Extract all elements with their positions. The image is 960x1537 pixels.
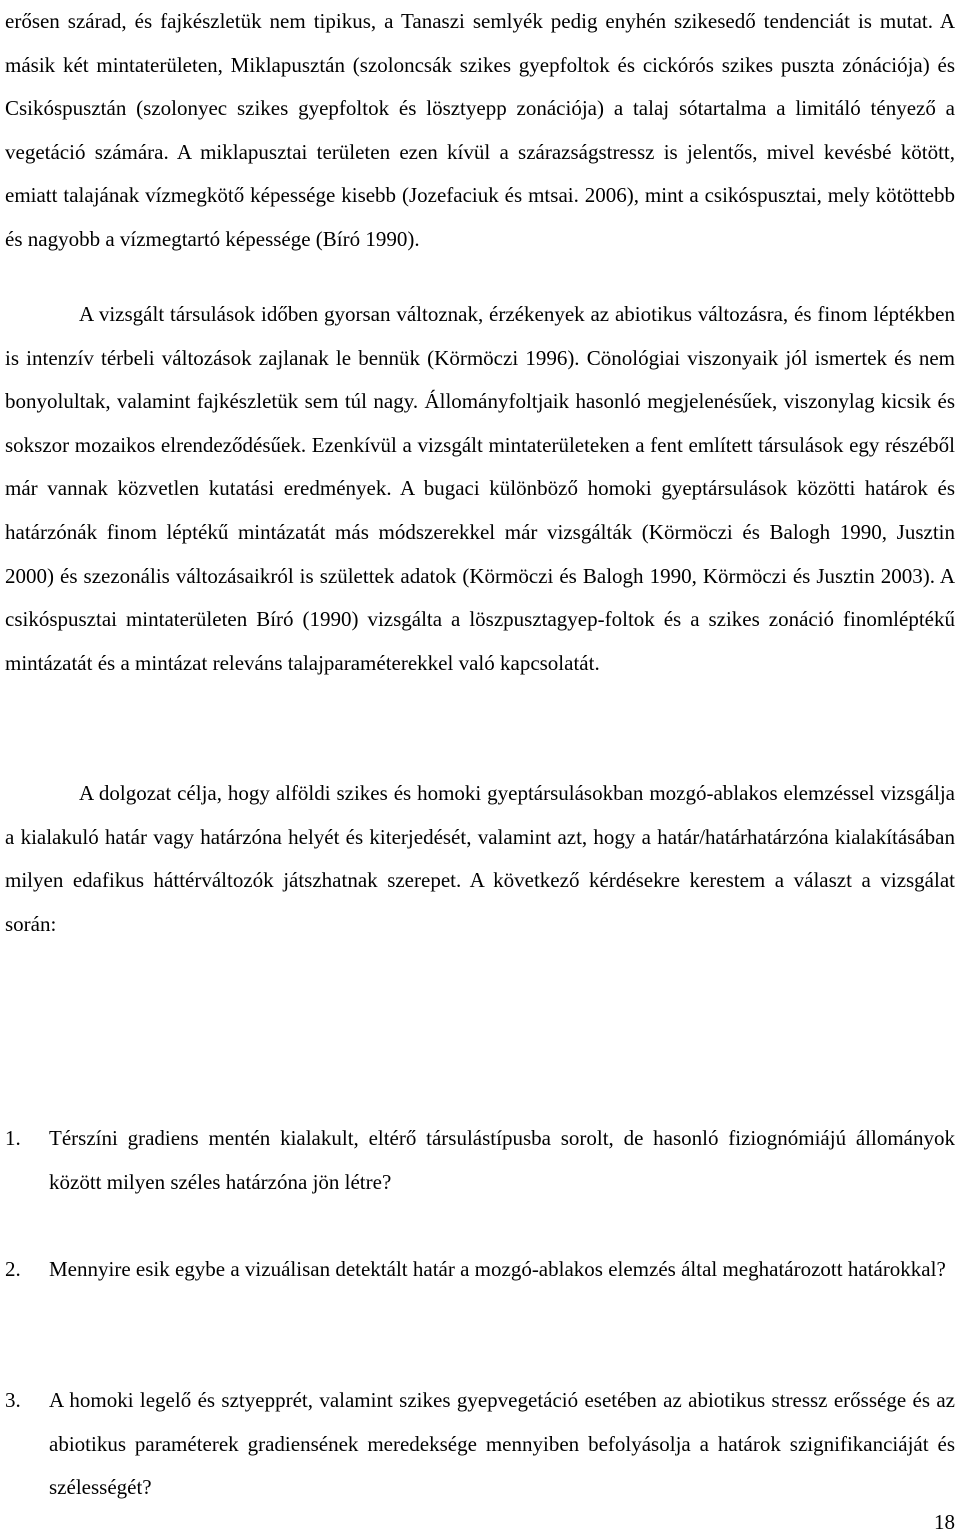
paragraph-aims: A dolgozat célja, hogy alföldi szikes és homoki gyeptársulásokban mozgó-ablakos elemzéssel vizsgálja a kialakuló határ vagy határzóna helyét és kiterjedését, valamint azt, hogy a határ/határhatárzóna kialakításában milyen edafikus háttérváltozók játszhatnak szerepet. A következő kérdésekre kerestem a választ a vizsgálat során: bbox=[5, 781, 955, 936]
list-item-text: A homoki legelő és sztyepprét, valamint szikes gyepvegetáció esetében az abiotikus stressz erőssége és az abiotikus paraméterek gradiensének meredeksége mennyiben befolyásolja a határok szignifikanciáját és szélességét? bbox=[49, 1388, 955, 1500]
list-item-text: Mennyire esik egybe a vizuálisan detektált határ a mozgó-ablakos elemzés által meghatározott határokkal? bbox=[49, 1257, 946, 1281]
list-item-number: 2. bbox=[5, 1257, 21, 1281]
list-item bbox=[5, 1248, 955, 1292]
paragraph-intro-continuation: erősen szárad, és fajkészletük nem tipikus, a Tanaszi semlyék pedig enyhén szikesedő tendenciát is mutat. A másik két mintaterületen, Miklapusztán (szoloncsák szikes gyepfoltok és cickórós szikes puszta zónációja) és Csikóspusztán (szolonyec szikes gyepfoltok és lösztyepp zonációja) a talaj sótartalma a limitáló tényező a vegetáció számára. A miklapusztai területen ezen kívül a szárazságstressz is jelentős, mivel kevésbé kötött, emiatt talajának vízmegkötő képessége kisebb (Jozefaciuk és mtsai. 2006), mint a csikóspusztai, mely kötöttebb és nagyobb a vízmegtartó képessége (Bíró 1990). bbox=[5, 9, 955, 251]
page-number: 18 bbox=[934, 1510, 955, 1534]
list-item-text: Térszíni gradiens mentén kialakult, eltérő társulástípusba sorolt, de hasonló fiziognómiájú állományok között milyen széles határzóna jön létre? bbox=[49, 1126, 955, 1194]
paragraph-community-characteristics: A vizsgált társulások időben gyorsan változnak, érzékenyek az abiotikus változásra, és finom léptékben is intenzív térbeli változások zajlanak le bennük (Körmöczi 1996). Cönológiai viszonyaik jól ismertek és nem bonyolultak, valamint fajkészletük sem túl nagy. Állományfoltjaik hasonló megjelenésűek, viszonylag kicsik és sokszor mozaikos elrendeződésűek. Ezenkívül a vizsgált mintaterületeken a fent említett társulások egy részéből már vannak közvetlen kutatási eredmények. A bugaci különböző homoki gyeptársulások közötti határok és határzónák finom léptékű mintázatát más módszerekkel már vizsgálták (Körmöczi és Balogh 1990, Jusztin 2000) és szezonális változásaikról is születtek adatok (Körmöczi és Balogh 1990, Körmöczi és Jusztin 2003). A csikóspusztai mintaterületen Bíró (1990) vizsgálta a löszpusztagyep-foltok és a szikes zonáció finomléptékű mintázatát és a mintázat releváns talajparaméterekkel való kapcsolatát. bbox=[5, 302, 955, 675]
list-item-number: 3. bbox=[5, 1388, 21, 1412]
list-item-number: 1. bbox=[5, 1126, 21, 1150]
list-item bbox=[5, 1117, 955, 1204]
list-item bbox=[5, 1379, 955, 1510]
